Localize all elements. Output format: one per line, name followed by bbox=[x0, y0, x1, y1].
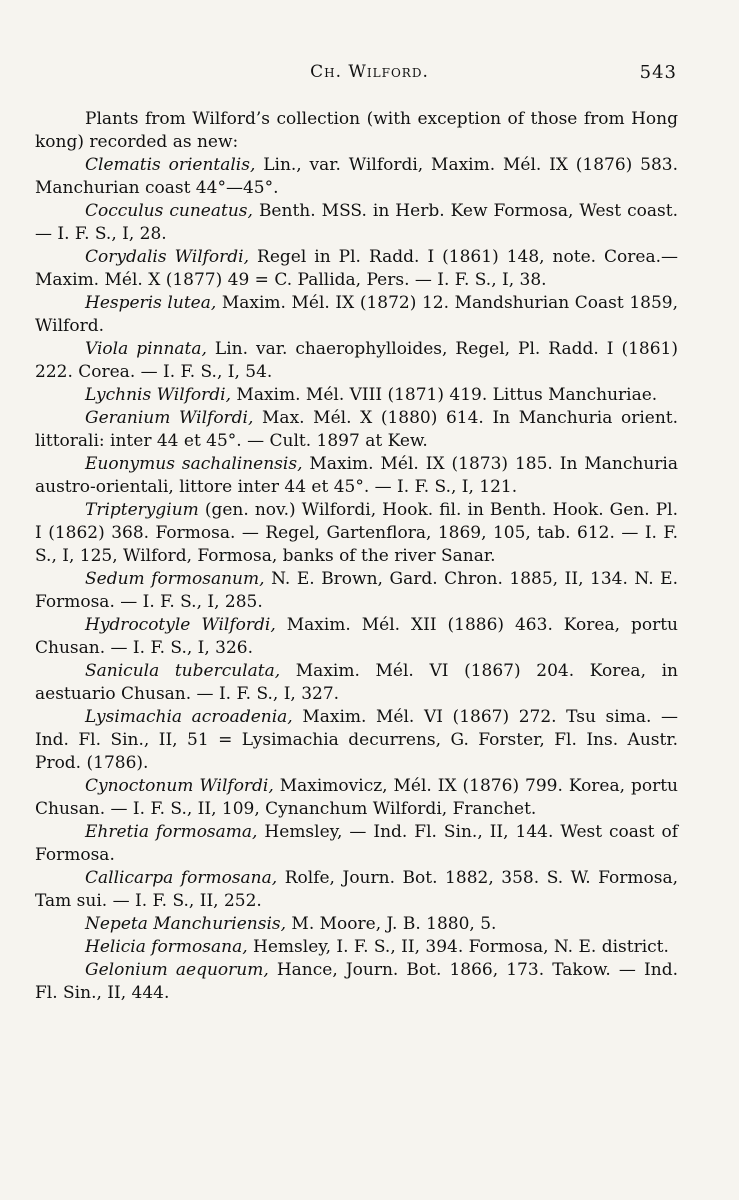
paragraph bbox=[35, 453, 678, 499]
citation-text: N. E. Brown, Gard. Chron. 1885, II, 134. N. E. Formosa. — I. F. S., I, 285. bbox=[35, 569, 678, 612]
species-name: Lychnis Wilfordi, bbox=[85, 385, 232, 405]
citation-text: (gen. nov.) Wilfordi, Hook. fil. in Benth. Hook. Gen. Pl. I (1862) 368. Formosa. — Regel, Gartenflora, 1869, 105, tab. 612. — I. F. S., I, 125, Wilford, Formosa, banks of the river Sanar. bbox=[35, 500, 678, 566]
paragraph bbox=[35, 108, 678, 154]
citation-text: Regel in Pl. Radd. I (1861) 148, note. Corea.— Maxim. Mél. X (1877) 49 = C. Pallida, Pers. — I. F. S., I, 38. bbox=[35, 247, 679, 290]
paragraph bbox=[35, 200, 678, 246]
species-name: Lysimachia acroadenia, bbox=[85, 707, 293, 727]
species-name: Clematis orientalis, bbox=[85, 155, 256, 175]
paragraph bbox=[35, 821, 678, 867]
paragraph bbox=[35, 867, 678, 913]
species-name: Sedum formosanum, bbox=[85, 569, 265, 589]
paragraph bbox=[35, 154, 678, 200]
citation-text: Max. Mél. X (1880) 614. In Manchuria orient. littorali: inter 44 et 45°. — Cult. 1897 at Kew. bbox=[35, 408, 678, 451]
paragraph bbox=[35, 913, 678, 936]
page-header bbox=[0, 62, 739, 88]
species-name: Hesperis lutea, bbox=[85, 293, 217, 313]
species-name: Cocculus cuneatus, bbox=[85, 201, 253, 221]
citation-text: Hemsley, I. F. S., II, 394. Formosa, N. E. district. bbox=[247, 937, 669, 957]
species-name: Hydrocotyle Wilfordi, bbox=[85, 615, 276, 635]
citation-text: Maxim. Mél. IX (1873) 185. In Manchuria austro-orientali, littore inter 44 et 45°. — I. F. S., I, 121. bbox=[35, 454, 678, 497]
citation-text: Plants from Wilford’s collection (with exception of those from Hong kong) recorded as new: bbox=[35, 109, 678, 152]
species-name: Euonymus sachalinensis, bbox=[85, 454, 303, 474]
citation-text: M. Moore, J. B. 1880, 5. bbox=[286, 914, 497, 934]
citation-text: Lin., var. Wilfordi, Maxim. Mél. IX (1876) 583. Manchurian coast 44°—45°. bbox=[35, 155, 678, 198]
species-name: Sanicula tuberculata, bbox=[85, 661, 281, 681]
paragraph bbox=[35, 936, 678, 959]
citation-text: Benth. MSS. in Herb. Kew Formosa, West coast.— I. F. S., I, 28. bbox=[35, 201, 678, 244]
paragraph bbox=[35, 246, 678, 292]
running-head: Ch. Wilford. bbox=[310, 62, 429, 82]
paragraph bbox=[35, 959, 678, 1005]
citation-text: Hance, Journ. Bot. 1866, 173. Takow. — Ind. Fl. Sin., II, 444. bbox=[35, 960, 678, 1003]
citation-text: Maxim. Mél. IX (1872) 12. Mandshurian Coast 1859, Wilford. bbox=[35, 293, 678, 336]
species-name: Viola pinnata, bbox=[85, 339, 207, 359]
paragraph bbox=[35, 338, 678, 384]
paragraph bbox=[35, 660, 678, 706]
paragraph bbox=[35, 384, 678, 407]
citation-text: Maxim. Mél. VI (1867) 272. Tsu sima. — Ind. Fl. Sin., II, 51 = Lysimachia decurrens, G. Forster, Fl. Ins. Austr. Prod. (1786). bbox=[35, 707, 678, 773]
paragraph bbox=[35, 775, 678, 821]
citation-text: Maxim. Mél. VIII (1871) 419. Littus Manchuriae. bbox=[231, 385, 658, 405]
paragraph bbox=[35, 292, 678, 338]
paragraph bbox=[35, 706, 678, 775]
page-number: 543 bbox=[639, 62, 677, 83]
species-name: Cynoctonum Wilfordi, bbox=[85, 776, 274, 796]
citation-text: Hemsley, — Ind. Fl. Sin., II, 144. West coast of Formosa. bbox=[35, 822, 678, 865]
paragraph bbox=[35, 568, 678, 614]
species-name: Geranium Wilfordi, bbox=[85, 408, 254, 428]
species-name: Corydalis Wilfordi, bbox=[85, 247, 250, 267]
paragraph bbox=[35, 499, 678, 568]
paragraph bbox=[35, 614, 678, 660]
citation-text: Maxim. Mél. VI (1867) 204. Korea, in aestuario Chusan. — I. F. S., I, 327. bbox=[35, 661, 679, 704]
page-body bbox=[35, 108, 678, 1005]
species-name: Nepeta Manchuriensis, bbox=[85, 914, 287, 934]
species-name: Gelonium aequorum, bbox=[85, 960, 269, 980]
species-name: Callicarpa formosana, bbox=[85, 868, 278, 888]
citation-text: Lin. var. chaerophylloides, Regel, Pl. Radd. I (1861) 222. Corea. — I. F. S., I, 54. bbox=[35, 339, 678, 382]
citation-text: Maxim. Mél. XII (1886) 463. Korea, portu Chusan. — I. F. S., I, 326. bbox=[35, 615, 678, 658]
species-name: Tripterygium bbox=[85, 500, 199, 520]
citation-text: Maximovicz, Mél. IX (1876) 799. Korea, portu Chusan. — I. F. S., II, 109, Cynanchum Wilfordi, Franchet. bbox=[35, 776, 679, 819]
species-name: Ehretia formosama, bbox=[85, 822, 258, 842]
citation-text: Rolfe, Journ. Bot. 1882, 358. S. W. Formosa, Tam sui. — I. F. S., II, 252. bbox=[35, 868, 678, 911]
species-name: Helicia formosana, bbox=[85, 937, 248, 957]
paragraph bbox=[35, 407, 678, 453]
